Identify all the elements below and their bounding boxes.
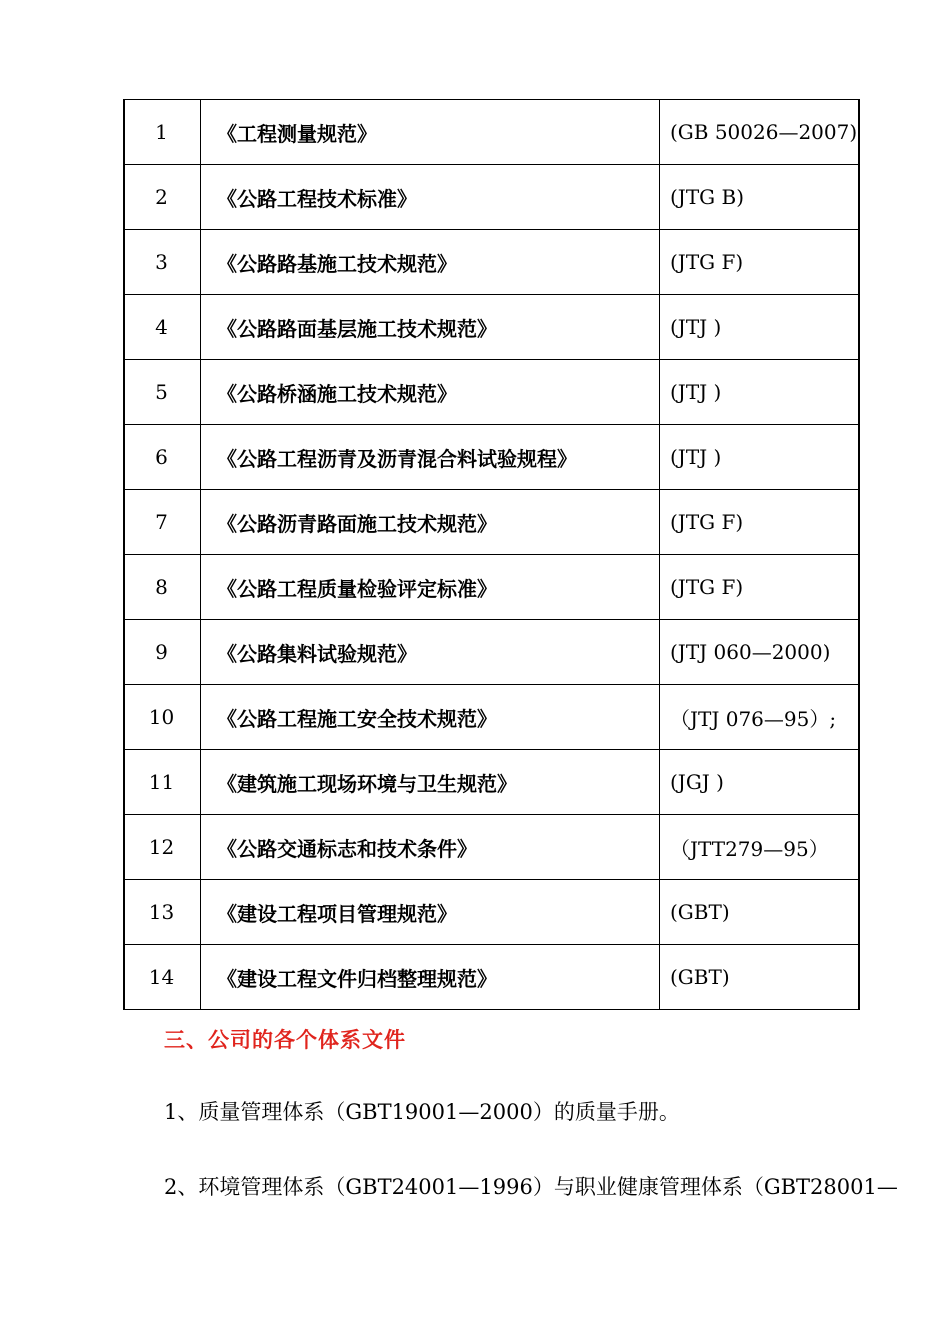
- row-number: 4: [124, 295, 201, 360]
- table-row: [124, 555, 859, 620]
- standard-code: (JTJ 060—2000): [660, 620, 860, 685]
- row-number: 9: [124, 620, 201, 685]
- standard-code: (GBT): [660, 880, 860, 945]
- table-row: [124, 360, 859, 425]
- row-number: 13: [124, 880, 201, 945]
- table-row: [124, 880, 859, 945]
- table-row: [124, 620, 859, 685]
- table-row: [124, 945, 859, 1010]
- standard-code: (JTJ ): [660, 425, 860, 490]
- table-row: [124, 750, 859, 815]
- paragraph: 2、环境管理体系（GBT24001—1996）与职业健康管理体系（GBT28001—: [164, 1175, 898, 1199]
- standard-code: (JGJ ): [660, 750, 860, 815]
- row-number: 2: [124, 165, 201, 230]
- table-row: [124, 815, 859, 880]
- standard-name: 《公路路基施工技术规范》: [201, 230, 660, 295]
- standard-name: 《公路沥青路面施工技术规范》: [201, 490, 660, 555]
- row-number: 7: [124, 490, 201, 555]
- table-row: [124, 295, 859, 360]
- section-heading: 三、公司的各个体系文件: [164, 1027, 406, 1052]
- table-row: [124, 685, 859, 750]
- standard-code: (JTG B): [660, 165, 860, 230]
- table-row: [124, 490, 859, 555]
- row-number: 11: [124, 750, 201, 815]
- row-number: 10: [124, 685, 201, 750]
- standard-name: 《公路交通标志和技术条件》: [201, 815, 660, 880]
- table-row: [124, 100, 859, 165]
- table-row: [124, 230, 859, 295]
- standard-name: 《公路工程沥青及沥青混合料试验规程》: [201, 425, 660, 490]
- standard-code: (GB 50026—2007): [660, 100, 860, 165]
- standard-code: (JTJ ): [660, 360, 860, 425]
- row-number: 12: [124, 815, 201, 880]
- standard-name: 《公路工程技术标准》: [201, 165, 660, 230]
- standard-name: 《建设工程文件归档整理规范》: [201, 945, 660, 1010]
- standard-code: （JTJ 076—95）;: [660, 685, 860, 750]
- row-number: 6: [124, 425, 201, 490]
- standard-code: (JTG F): [660, 230, 860, 295]
- standard-name: 《公路工程质量检验评定标准》: [201, 555, 660, 620]
- standard-name: 《工程测量规范》: [201, 100, 660, 165]
- standard-name: 《公路集料试验规范》: [201, 620, 660, 685]
- standard-code: (JTG F): [660, 555, 860, 620]
- standard-code: (GBT): [660, 945, 860, 1010]
- table-row: [124, 165, 859, 230]
- row-number: 3: [124, 230, 201, 295]
- standard-code: (JTJ ): [660, 295, 860, 360]
- paragraph: 1、质量管理体系（GBT19001—2000）的质量手册。: [164, 1100, 680, 1124]
- row-number: 8: [124, 555, 201, 620]
- standard-name: 《公路路面基层施工技术规范》: [201, 295, 660, 360]
- standard-code: (JTG F): [660, 490, 860, 555]
- row-number: 14: [124, 945, 201, 1010]
- standard-name: 《建筑施工现场环境与卫生规范》: [201, 750, 660, 815]
- standard-name: 《建设工程项目管理规范》: [201, 880, 660, 945]
- standard-code: （JTT279—95）: [660, 815, 860, 880]
- standard-name: 《公路桥涵施工技术规范》: [201, 360, 660, 425]
- table-row: [124, 425, 859, 490]
- standards-table: [123, 99, 860, 1010]
- row-number: 1: [124, 100, 201, 165]
- row-number: 5: [124, 360, 201, 425]
- standard-name: 《公路工程施工安全技术规范》: [201, 685, 660, 750]
